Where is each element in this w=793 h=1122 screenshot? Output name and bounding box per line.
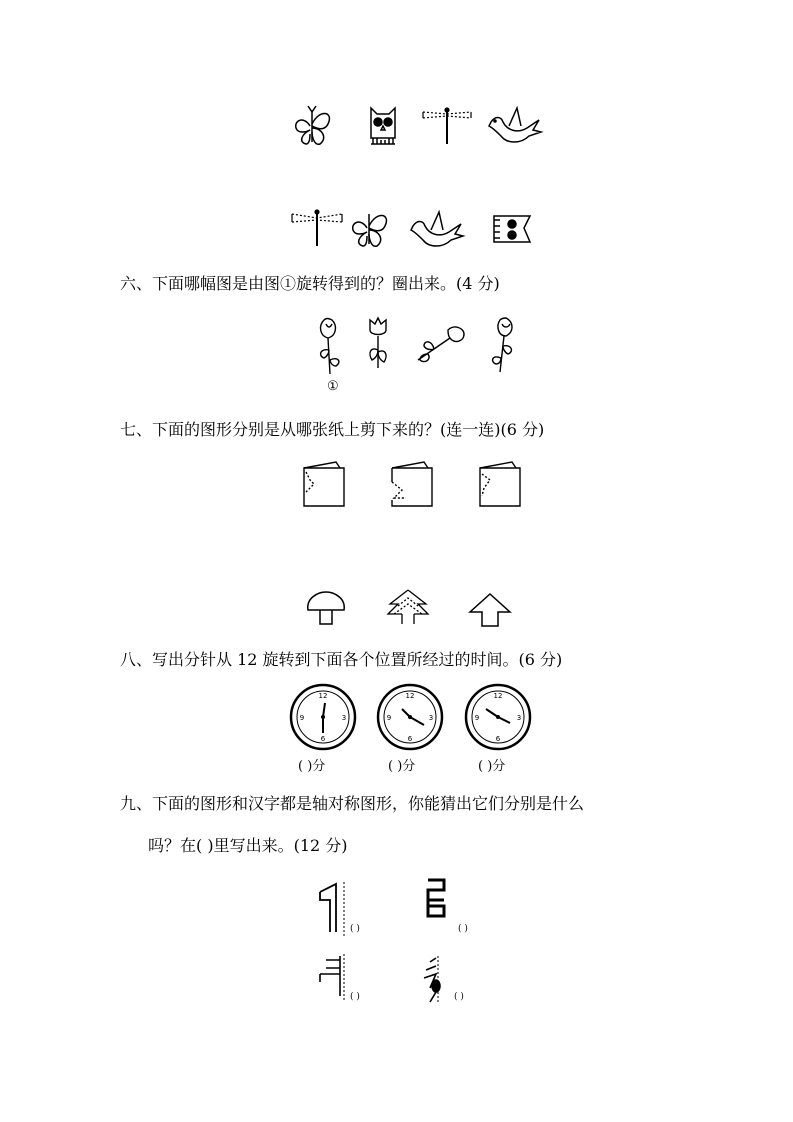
svg-text:12: 12 (493, 692, 503, 700)
owl-icon (367, 104, 399, 148)
svg-text:6: 6 (495, 735, 501, 743)
svg-text:9: 9 (299, 714, 305, 722)
svg-text:6: 6 (407, 735, 413, 743)
half-character-figure (316, 880, 352, 936)
dove-icon (409, 208, 465, 252)
answer-blank[interactable]: ( )分 (298, 759, 326, 774)
answer-blank[interactable]: ( ) (454, 992, 464, 1002)
folded-paper-icon (300, 458, 348, 508)
arrow-shape (468, 592, 512, 628)
half-character-figure (316, 952, 352, 1004)
svg-text:3: 3 (516, 714, 522, 722)
clock-icon (376, 683, 444, 751)
answer-blank[interactable]: ( ) (350, 992, 360, 1002)
answer-blank[interactable]: ( )分 (388, 759, 416, 774)
question-6: 六、下面哪幅图是由图①旋转得到的？圈出来。(4 分) (120, 274, 500, 293)
dragonfly-icon (419, 104, 475, 148)
question-7: 七、下面的图形分别是从哪张纸上剪下来的？(连一连)(6 分) (120, 420, 545, 439)
svg-text:12: 12 (405, 692, 415, 700)
owl-icon (490, 212, 534, 246)
question-9-line1: 九、下面的图形和汉字都是轴对称图形，你能猜出它们分别是什么 (120, 794, 585, 813)
svg-text:6: 6 (320, 735, 326, 743)
svg-text:9: 9 (386, 714, 392, 722)
rose-icon (412, 320, 468, 364)
question-9-line2: 吗？在( )里写出来。(12 分) (148, 836, 348, 855)
rose-icon (366, 316, 390, 370)
svg-text:3: 3 (428, 714, 434, 722)
rose-icon (314, 316, 346, 376)
answer-blank[interactable]: ( )分 (478, 759, 506, 774)
folded-paper-icon (476, 458, 524, 508)
clock-icon (289, 683, 357, 751)
figure-one-marker: ① (327, 379, 339, 394)
question-8: 八、写出分针从 12 旋转到下面各个位置所经过的时间。(6 分) (120, 650, 563, 669)
half-character-figure (424, 876, 448, 920)
answer-blank[interactable]: ( ) (458, 924, 468, 934)
dragonfly-icon (288, 208, 346, 248)
butterfly-icon (346, 206, 392, 250)
butterfly-icon (290, 104, 334, 148)
svg-text:12: 12 (318, 692, 328, 700)
clock-icon (464, 683, 532, 751)
folded-paper-icon (388, 458, 436, 508)
svg-text:3: 3 (341, 714, 347, 722)
rose-icon (488, 314, 520, 374)
half-character-figure (420, 954, 444, 1006)
answer-blank[interactable]: ( ) (350, 924, 360, 934)
svg-text:9: 9 (474, 714, 480, 722)
tree-shape (386, 588, 430, 626)
dove-icon (487, 104, 543, 148)
mushroom-shape (302, 590, 350, 626)
